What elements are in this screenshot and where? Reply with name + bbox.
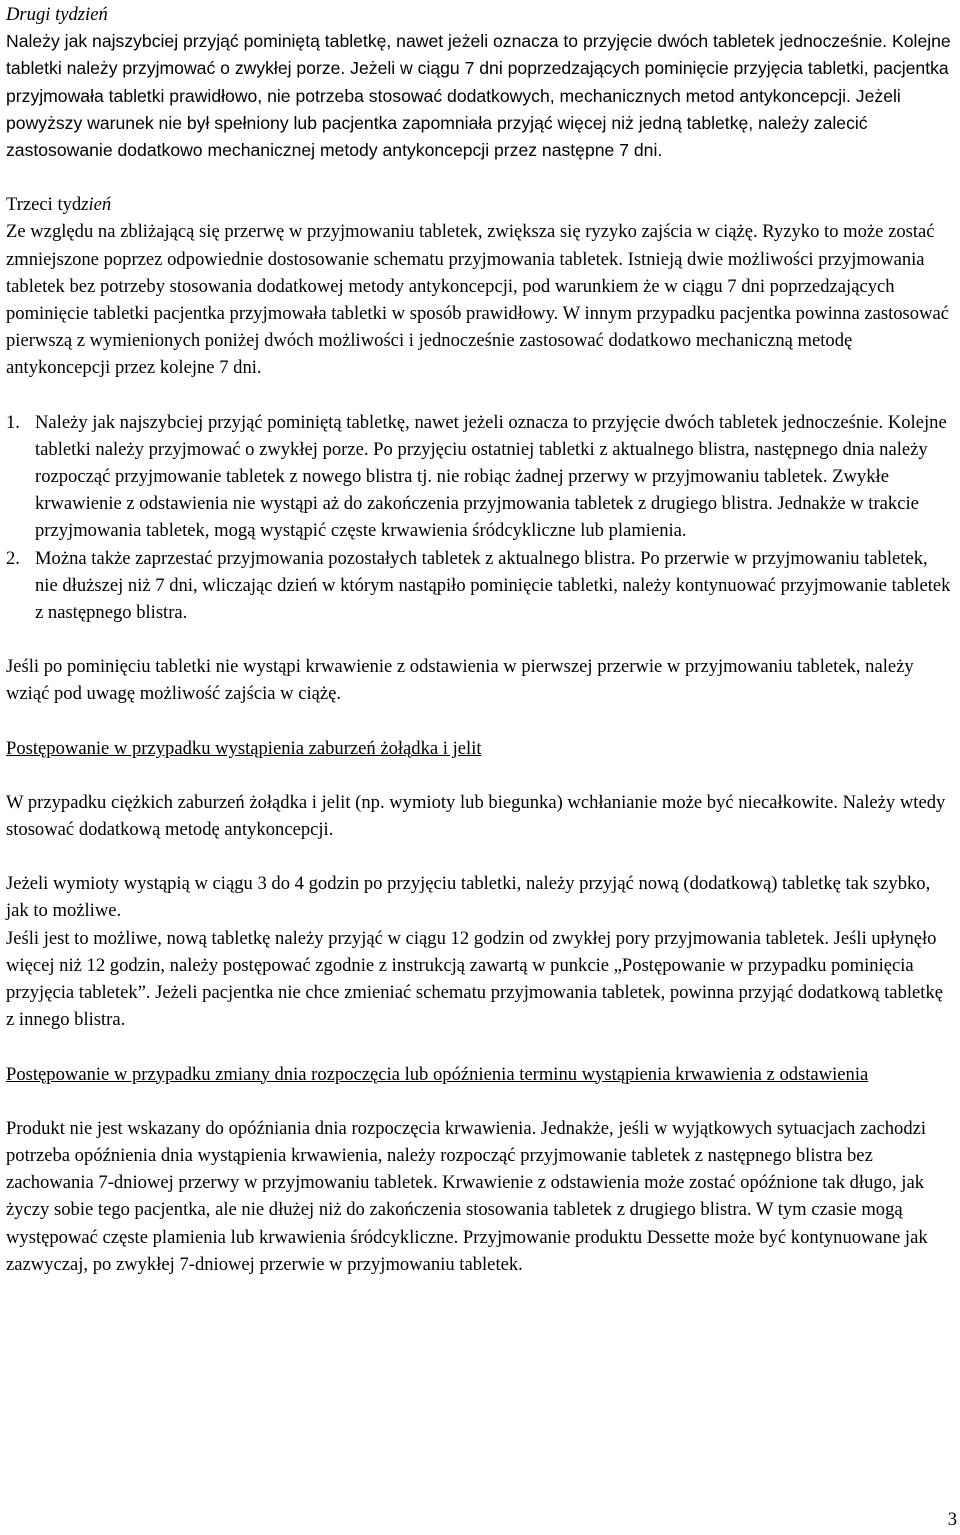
week3-heading-plain: Trzeci tyd bbox=[6, 194, 82, 216]
gi-para1: W przypadku ciężkich zaburzeń żołądka i jelit (np. wymioty lub biegunka) wchłanianie może być niecałkowite. Należy wtedy stosować dodatkową metodę antykoncepcji. bbox=[6, 791, 946, 841]
list-item-number: 1. bbox=[6, 411, 20, 433]
list-item-text: Należy jak najszybciej przyjąć pominiętą tabletkę, nawet jeżeli oznacza to przyjęcie dwóch tabletek jednocześnie. Kolejne tabletki należy przyjmować o zwykłej porze. Po przyjęciu ostatniej tabletki z aktualnego blistra, następnego dnia należy rozpocząć przyjmowanie tabletek z nowego blistra tj. nie robiąc żadnej przerwy w przyjmowaniu tabletek. Zwykłe krwawienie z odstawienia nie wystąpi aż do zakończenia przyjmowania tabletek z drugiego blistra. Jednakże w trakcie przyjmowania tabletek, mogą wystąpić częste krwawienia śródcykliczne lub plamienia. bbox=[35, 411, 947, 542]
gi-heading: Postępowanie w przypadku wystąpienia zaburzeń żołądka i jelit bbox=[6, 737, 482, 759]
week3-body: Ze względu na zbliżającą się przerwę w przyjmowaniu tabletek, zwiększa się ryzyko zajścia w ciążę. Ryzyko to może zostać zmniejszone poprzez odpowiednie dostosowanie schematu przyjmowania tabletek. Istnieją dwie możliwości przyjmowania tabletek bez potrzeby stosowania dodatkowej metody antykoncepcji, pod warunkiem że w ciągu 7 dni poprzedzających pominięcie tabletki pacjentka przyjmowała tabletki w sposób prawidłowy. W innym przypadku pacjentka powinna zastosować pierwszą z wymienionych poniżej dwóch możliwości i jednocześnie zastosować dodatkowo mechaniczną metodę antykoncepcji przez kolejne 7 dni. bbox=[6, 221, 950, 379]
list-item bbox=[6, 545, 952, 627]
gi-para2b: Jeśli jest to możliwe, nową tabletkę należy przyjąć w ciągu 12 godzin od zwykłej pory przyjmowania tabletek. Jeśli upłynęło więcej niż 12 godzin, należy postępować zgodnie z instrukcją zawartą w punkcie „Postępowanie w przypadku pominięcia przyjęcia tabletek”. Jeżeli pacjentka nie chce zmieniać schematu przyjmowania tabletek, powinna przyjąć dodatkową tabletkę z innego blistra. bbox=[6, 927, 943, 1031]
week2-body: Należy jak najszybciej przyjąć pominiętą tabletkę, nawet jeżeli oznacza to przyjęcie dwóch tabletek jednocześnie. Kolejne tabletki należy przyjmować o zwykłej porze. Jeżeli w ciągu 7 dni poprzedzających pominięcie przyjęcia tabletki, pacjentka przyjmowała tabletki prawidłowo, nie potrzeba stosować dodatkowych, mechanicznych metod antykoncepcji. Jeżeli powyższy warunek nie był spełniony lub pacjentka zapomniała przyjąć więcej niż jedną tabletkę, należy zalecić zastosowanie dodatkowo mechanicznej metody antykoncepcji przez następne 7 dni. bbox=[6, 31, 951, 161]
week3-options-list bbox=[6, 409, 952, 627]
delay-body: Produkt nie jest wskazany do opóźniania dnia rozpoczęcia krwawienia. Jednakże, jeśli w wyjątkowych sytuacjach zachodzi potrzeba opóźnienia dnia wystąpienia krwawienia, należy rozpocząć przyjmowanie tabletek z następnego blistra bez zachowania 7-dniowej przerwy w przyjmowaniu tabletek. Krwawienie z odstawienia może zostać opóźnione tak długo, jak życzy sobie tego pacjentka, ale nie dłużej niż do zakończenia stosowania tabletek z drugiego blistra. W tym czasie mogą występować częste plamienia lub krwawienia śródcykliczne. Przyjmowanie produktu Dessette może być kontynuowane jak zazwyczaj, po zwykłej 7-dniowej przerwie w przyjmowaniu tabletek. bbox=[6, 1117, 928, 1275]
week2-heading: Drugi tydzień bbox=[6, 4, 108, 25]
list-item-text: Można także zaprzestać przyjmowania pozostałych tabletek z aktualnego blistra. Po przerwie w przyjmowaniu tabletek, nie dłuższej niż 7 dni, wliczając dzień w którym nastąpiło pominięcie tabletki, należy kontynuować przyjmowanie tabletek z następnego blistra. bbox=[35, 547, 951, 624]
week3-heading-italic: zień bbox=[81, 194, 112, 216]
gi-para2a: Jeżeli wymioty wystąpią w ciągu 3 do 4 godzin po przyjęciu tabletki, należy przyjąć nową (dodatkową) tabletkę tak szybko, jak to możliwe. bbox=[6, 873, 931, 922]
week3-note: Jeśli po pominięciu tabletki nie wystąpi krwawienie z odstawienia w pierwszej przerwie w przyjmowaniu tabletek, należy wziąć pod uwagę możliwość zajścia w ciążę. bbox=[6, 656, 914, 705]
delay-heading: Postępowanie w przypadku zmiany dnia rozpoczęcia lub opóźnienia terminu wystąpienia krwawienia z odstawienia bbox=[6, 1063, 869, 1085]
document-page bbox=[6, 0, 952, 1278]
page-number: 3 bbox=[947, 1509, 957, 1530]
list-item bbox=[6, 409, 952, 545]
week3-heading bbox=[6, 191, 952, 218]
list-item-number: 2. bbox=[6, 547, 20, 569]
